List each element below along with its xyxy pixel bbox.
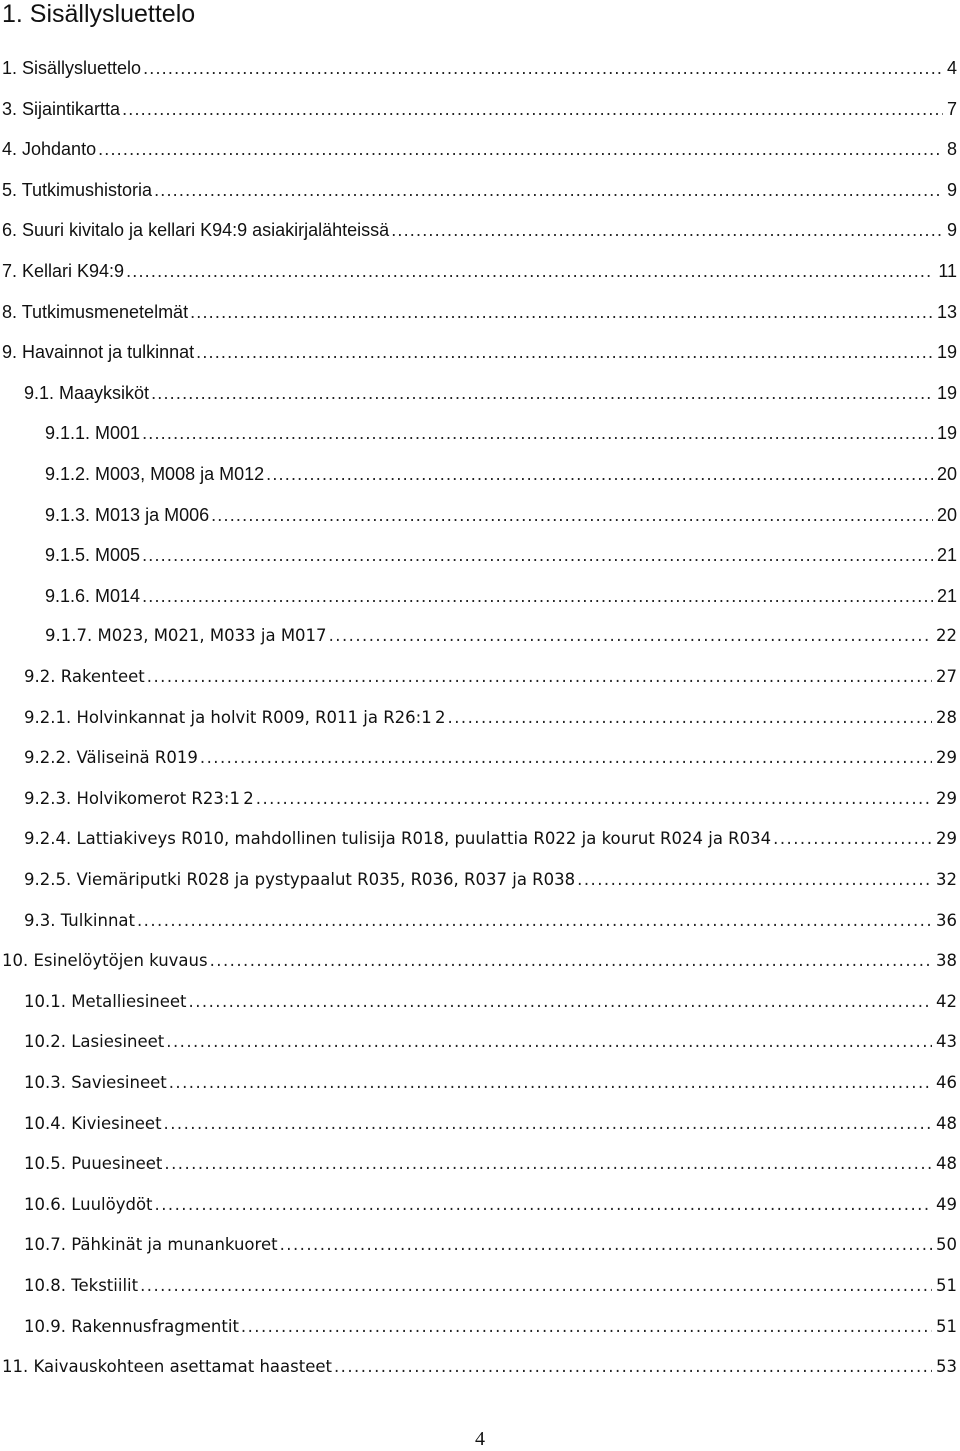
toc-leader-dots	[142, 423, 933, 444]
toc-entry-label: 9.2.1. Holvinkannat ja holvit R009, R011 ja R26:1 2	[24, 707, 446, 727]
toc-entry[interactable]	[0, 1195, 960, 1235]
toc-entry-page: 22	[936, 626, 957, 646]
toc-entry-page: 20	[936, 464, 957, 484]
toc-entry-page: 42	[936, 991, 957, 1011]
toc-leader-dots	[329, 626, 932, 645]
toc-entry-label: 10.8. Tekstiilit	[24, 1276, 139, 1295]
toc-entry[interactable]	[0, 586, 960, 626]
toc-entry-page: 49	[936, 1194, 957, 1214]
toc-leader-dots	[391, 220, 943, 241]
toc-leader-dots	[196, 342, 933, 363]
toc-entry-page: 51	[936, 1316, 957, 1336]
toc-entry-label: 10.9. Rakennusfragmentit	[24, 1316, 239, 1336]
toc-entry-page: 21	[936, 545, 957, 566]
toc-entry-label: 9.1.1. M001	[45, 423, 141, 444]
toc-leader-dots	[266, 464, 933, 485]
toc-entry-page: 36	[936, 910, 957, 930]
toc-leader-dots	[155, 1195, 932, 1214]
toc-entry-page: 27	[936, 667, 957, 686]
toc-entry-label: 9. Havainnot ja tulkinnat	[2, 342, 195, 363]
toc-leader-dots	[241, 1317, 932, 1336]
toc-entry[interactable]	[0, 829, 960, 869]
toc-entry-page: 38	[936, 951, 957, 971]
toc-entry[interactable]	[0, 1114, 960, 1154]
toc-entry-page: 4	[946, 58, 957, 78]
toc-entry[interactable]	[0, 505, 960, 545]
page-title: 1. Sisällysluettelo	[2, 0, 196, 28]
toc-entry[interactable]	[0, 99, 960, 139]
toc-entry[interactable]	[0, 1357, 960, 1397]
toc-entry[interactable]	[0, 1032, 960, 1072]
toc-entry[interactable]	[0, 342, 960, 382]
toc-entry-label: 4. Johdanto	[2, 139, 97, 160]
toc-leader-dots	[142, 545, 933, 566]
toc-entry-page: 29	[936, 748, 957, 768]
toc-entry-label: 9.1.2. M003, M008 ja M012	[45, 464, 265, 484]
toc-entry-label: 9.3. Tulkinnat	[24, 910, 135, 930]
toc-entry[interactable]	[0, 789, 960, 829]
toc-leader-dots	[151, 383, 933, 404]
toc-leader-dots	[334, 1357, 932, 1376]
toc-entry-page: 19	[936, 423, 957, 444]
toc-leader-dots	[140, 1276, 932, 1295]
toc-entry-page: 13	[936, 301, 957, 322]
toc-entry-page: 32	[936, 870, 957, 889]
toc-leader-dots	[166, 1032, 932, 1051]
toc-entry[interactable]	[0, 383, 960, 423]
toc-entry[interactable]	[0, 261, 960, 301]
toc-entry[interactable]	[0, 626, 960, 666]
toc-entry-page: 20	[936, 504, 957, 525]
toc-leader-dots	[190, 302, 933, 323]
toc-entry-label: 10.1. Metalliesineet	[24, 991, 187, 1011]
toc-leader-dots	[98, 139, 943, 160]
toc-entry[interactable]	[0, 1235, 960, 1275]
toc-entry-label: 10. Esinelöytöjen kuvaus	[2, 951, 208, 971]
toc-entry[interactable]	[0, 464, 960, 504]
toc-entry[interactable]	[0, 1154, 960, 1194]
toc-entry-label: 10.6. Luulöydöt	[24, 1194, 153, 1214]
toc-entry-page: 8	[946, 139, 957, 160]
toc-entry-page: 21	[936, 585, 957, 606]
toc-leader-dots	[189, 992, 932, 1011]
toc-entry-label: 1. Sisällysluettelo	[2, 58, 142, 78]
toc-entry-page: 28	[936, 707, 957, 727]
toc-entry-page: 46	[936, 1073, 957, 1092]
toc-leader-dots	[577, 870, 932, 889]
toc-entry-label: 10.5. Puuesineet	[24, 1154, 163, 1174]
toc-leader-dots	[256, 789, 932, 808]
toc-entry-page: 19	[936, 342, 957, 363]
toc-entry-page: 51	[936, 1276, 957, 1295]
toc-entry[interactable]	[0, 870, 960, 910]
toc-leader-dots	[137, 911, 932, 930]
toc-entry-label: 9.1.5. M005	[45, 545, 141, 566]
toc-leader-dots	[773, 829, 932, 848]
toc-entry-label: 10.4. Kiviesineet	[24, 1113, 162, 1133]
toc-entry[interactable]	[0, 1317, 960, 1357]
toc-leader-dots	[142, 586, 933, 607]
toc-entry-page: 29	[936, 829, 957, 849]
toc-leader-dots	[210, 951, 932, 970]
toc-entry-page: 48	[936, 1113, 957, 1133]
toc-leader-dots	[126, 261, 934, 282]
toc-entry-label: 9.2.3. Holvikomerot R23:1 2	[24, 788, 254, 808]
toc-entry-label: 3. Sijaintikartta	[2, 98, 121, 119]
toc-entry-label: 10.7. Pähkinät ja munankuoret	[24, 1235, 278, 1255]
toc-entry[interactable]	[0, 423, 960, 463]
toc-entry-label: 9.2.5. Viemäriputki R028 ja pystypaalut R035, R036, R037 ja R038	[24, 870, 576, 889]
toc-entry-label: 9.1.3. M013 ja M006	[45, 504, 210, 525]
toc-entry-label: 9.2. Rakenteet	[24, 667, 145, 686]
toc-leader-dots	[143, 58, 943, 79]
toc-entry[interactable]	[0, 302, 960, 342]
toc-entry[interactable]	[0, 992, 960, 1032]
toc-entry[interactable]	[0, 545, 960, 585]
toc-entry[interactable]	[0, 1276, 960, 1316]
toc-leader-dots	[164, 1154, 932, 1173]
toc-entry-label: 9.1.7. M023, M021, M033 ja M017	[45, 626, 327, 646]
toc-entry-label: 11. Kaivauskohteen asettamat haasteet	[2, 1357, 332, 1377]
toc-entry-label: 9.1. Maayksiköt	[24, 382, 150, 403]
toc-entry-page: 50	[936, 1235, 957, 1255]
toc-entry-page: 48	[936, 1154, 957, 1174]
toc-entry-page: 53	[936, 1357, 957, 1377]
toc-entry-label: 9.2.2. Väliseinä R019	[24, 748, 198, 768]
toc-entry-page: 29	[936, 788, 957, 808]
toc-entry[interactable]	[0, 1073, 960, 1113]
toc-entry[interactable]	[0, 951, 960, 991]
toc-entry-label: 10.2. Lasiesineet	[24, 1032, 165, 1052]
toc-entry[interactable]	[0, 911, 960, 951]
toc-entry-page: 43	[936, 1032, 957, 1052]
toc-entry-page: 9	[946, 220, 957, 241]
toc-entry-label: 10.3. Saviesineet	[24, 1073, 167, 1092]
toc-entry-label: 5. Tutkimushistoria	[2, 179, 153, 200]
toc-entry[interactable]	[0, 708, 960, 748]
toc-entry-page: 19	[936, 382, 957, 403]
toc-entry[interactable]	[0, 58, 960, 98]
toc-leader-dots	[164, 1114, 932, 1133]
toc-entry[interactable]	[0, 139, 960, 179]
toc-entry[interactable]	[0, 220, 960, 260]
toc-leader-dots	[147, 667, 932, 686]
toc-entry-label: 8. Tutkimusmenetelmät	[2, 301, 189, 322]
toc-leader-dots	[211, 505, 933, 526]
toc-leader-dots	[154, 180, 943, 201]
toc-entry-label: 6. Suuri kivitalo ja kellari K94:9 asiakirjalähteissä	[2, 220, 390, 241]
toc-entry[interactable]	[0, 667, 960, 707]
toc-entry-label: 7. Kellari K94:9	[2, 261, 125, 281]
toc-leader-dots	[169, 1073, 932, 1092]
toc-entry-label: 9.2.4. Lattiakiveys R010, mahdollinen tulisija R018, puulattia R022 ja kourut R024 ja R034	[24, 829, 772, 849]
page-number: 4	[475, 1428, 485, 1450]
toc-leader-dots	[448, 708, 932, 727]
toc-entry-page: 11	[938, 261, 957, 281]
toc-entry-page: 7	[946, 98, 957, 119]
toc-leader-dots	[122, 99, 943, 120]
toc-entry-page: 9	[946, 179, 957, 200]
toc-leader-dots	[200, 748, 932, 767]
toc-entry[interactable]	[0, 180, 960, 220]
toc-entry[interactable]	[0, 748, 960, 788]
toc-leader-dots	[280, 1235, 932, 1254]
toc-entry-label: 9.1.6. M014	[45, 585, 141, 606]
